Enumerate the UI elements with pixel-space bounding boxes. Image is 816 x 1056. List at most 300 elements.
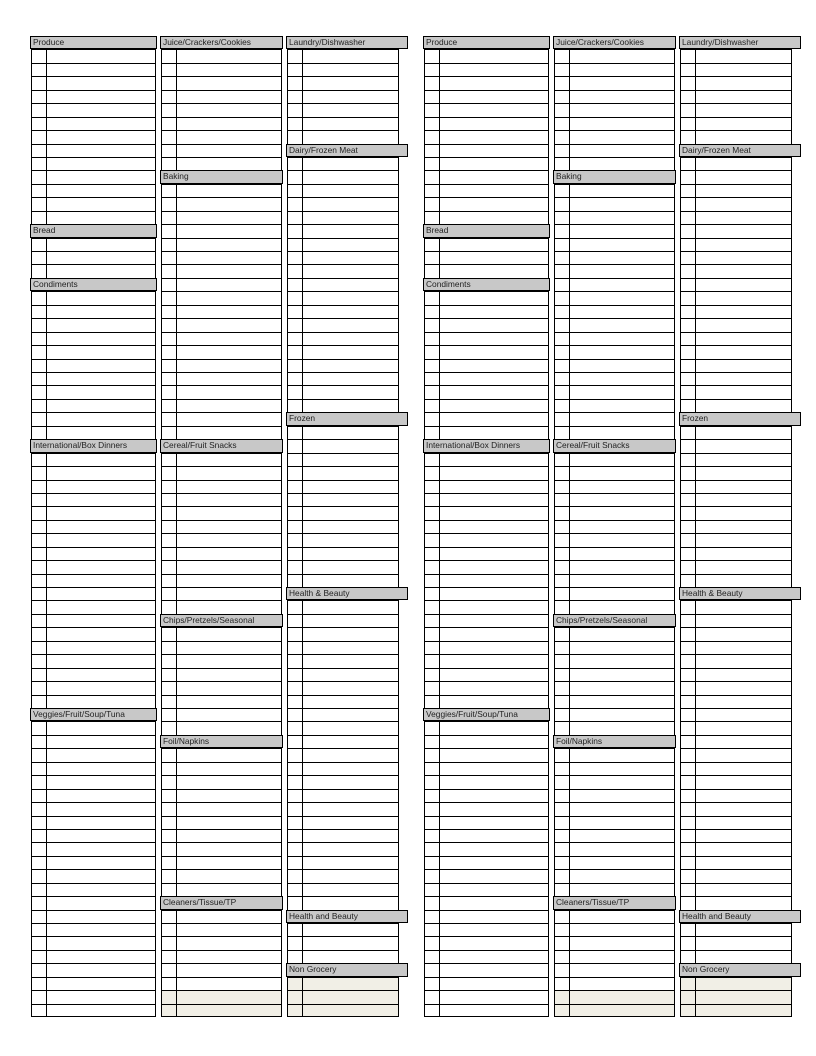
checkbox-cell[interactable]: [695, 951, 696, 963]
list-row[interactable]: [288, 600, 398, 613]
list-row[interactable]: [425, 426, 548, 439]
checkbox-cell[interactable]: [302, 790, 303, 802]
checkbox-cell[interactable]: [695, 548, 696, 560]
checkbox-cell[interactable]: [176, 830, 177, 842]
checkbox-cell[interactable]: [46, 870, 47, 882]
list-row[interactable]: [425, 480, 548, 493]
list-row[interactable]: [288, 117, 398, 130]
checkbox-cell[interactable]: [302, 991, 303, 1003]
checkbox-cell[interactable]: [176, 507, 177, 519]
list-row[interactable]: [32, 883, 155, 896]
list-row[interactable]: [32, 332, 155, 345]
checkbox-cell[interactable]: [695, 91, 696, 103]
list-row[interactable]: [555, 49, 674, 62]
list-row[interactable]: [555, 291, 674, 304]
checkbox-cell[interactable]: [695, 64, 696, 76]
checkbox-cell[interactable]: [695, 373, 696, 385]
list-row[interactable]: [555, 695, 674, 708]
checkbox-cell[interactable]: [46, 897, 47, 909]
checkbox-cell[interactable]: [569, 306, 570, 318]
checkbox-cell[interactable]: [176, 776, 177, 788]
list-row[interactable]: [32, 910, 155, 923]
list-row[interactable]: [555, 372, 674, 385]
list-row[interactable]: [425, 802, 548, 815]
list-row[interactable]: [681, 574, 791, 587]
checkbox-cell[interactable]: [695, 360, 696, 372]
checkbox-cell[interactable]: [695, 749, 696, 761]
list-row[interactable]: [32, 480, 155, 493]
list-row[interactable]: [32, 614, 155, 627]
list-row[interactable]: [288, 103, 398, 116]
list-row[interactable]: [555, 721, 674, 734]
checkbox-cell[interactable]: [695, 104, 696, 116]
checkbox-cell[interactable]: [46, 239, 47, 251]
checkbox-cell[interactable]: [439, 843, 440, 855]
checkbox-cell[interactable]: [176, 749, 177, 761]
checkbox-cell[interactable]: [569, 225, 570, 237]
checkbox-cell[interactable]: [176, 682, 177, 694]
checkbox-cell[interactable]: [439, 830, 440, 842]
checkbox-cell[interactable]: [46, 104, 47, 116]
checkbox-cell[interactable]: [439, 696, 440, 708]
list-row[interactable]: [555, 480, 674, 493]
list-row[interactable]: [425, 399, 548, 412]
checkbox-cell[interactable]: [176, 978, 177, 990]
list-row[interactable]: [162, 1004, 281, 1017]
checkbox-cell[interactable]: [439, 897, 440, 909]
checkbox-cell[interactable]: [46, 964, 47, 976]
checkbox-cell[interactable]: [695, 857, 696, 869]
list-row[interactable]: [288, 90, 398, 103]
checkbox-cell[interactable]: [569, 803, 570, 815]
list-row[interactable]: [425, 910, 548, 923]
list-row[interactable]: [425, 735, 548, 748]
list-row[interactable]: [288, 157, 398, 170]
list-row[interactable]: [555, 977, 674, 990]
checkbox-cell[interactable]: [302, 171, 303, 183]
checkbox-cell[interactable]: [569, 494, 570, 506]
list-row[interactable]: [162, 291, 281, 304]
checkbox-cell[interactable]: [695, 494, 696, 506]
list-row[interactable]: [555, 681, 674, 694]
list-row[interactable]: [288, 654, 398, 667]
checkbox-cell[interactable]: [569, 709, 570, 721]
list-row[interactable]: [681, 453, 791, 466]
checkbox-cell[interactable]: [695, 870, 696, 882]
checkbox-cell[interactable]: [695, 333, 696, 345]
list-row[interactable]: [288, 762, 398, 775]
checkbox-cell[interactable]: [569, 292, 570, 304]
list-row[interactable]: [162, 963, 281, 976]
list-row[interactable]: [162, 480, 281, 493]
checkbox-cell[interactable]: [302, 937, 303, 949]
checkbox-cell[interactable]: [695, 521, 696, 533]
list-row[interactable]: [162, 829, 281, 842]
checkbox-cell[interactable]: [695, 534, 696, 546]
checkbox-cell[interactable]: [439, 413, 440, 425]
list-row[interactable]: [425, 90, 548, 103]
list-row[interactable]: [681, 816, 791, 829]
list-row[interactable]: [32, 506, 155, 519]
checkbox-cell[interactable]: [302, 682, 303, 694]
list-row[interactable]: [555, 856, 674, 869]
list-row[interactable]: [425, 627, 548, 640]
list-row[interactable]: [162, 695, 281, 708]
checkbox-cell[interactable]: [439, 776, 440, 788]
list-row[interactable]: [681, 547, 791, 560]
checkbox-cell[interactable]: [176, 884, 177, 896]
checkbox-cell[interactable]: [695, 171, 696, 183]
list-row[interactable]: [681, 789, 791, 802]
checkbox-cell[interactable]: [439, 333, 440, 345]
checkbox-cell[interactable]: [46, 575, 47, 587]
checkbox-cell[interactable]: [439, 790, 440, 802]
list-row[interactable]: [288, 399, 398, 412]
list-row[interactable]: [162, 883, 281, 896]
list-row[interactable]: [288, 869, 398, 882]
list-row[interactable]: [288, 721, 398, 734]
checkbox-cell[interactable]: [439, 548, 440, 560]
checkbox-cell[interactable]: [176, 561, 177, 573]
list-row[interactable]: [162, 332, 281, 345]
list-row[interactable]: [162, 399, 281, 412]
list-row[interactable]: [555, 211, 674, 224]
list-row[interactable]: [425, 372, 548, 385]
list-row[interactable]: [425, 466, 548, 479]
checkbox-cell[interactable]: [176, 198, 177, 210]
checkbox-cell[interactable]: [46, 682, 47, 694]
checkbox-cell[interactable]: [302, 763, 303, 775]
list-row[interactable]: [425, 506, 548, 519]
checkbox-cell[interactable]: [176, 319, 177, 331]
list-row[interactable]: [32, 157, 155, 170]
checkbox-cell[interactable]: [302, 131, 303, 143]
list-row[interactable]: [555, 910, 674, 923]
list-row[interactable]: [555, 412, 674, 425]
list-row[interactable]: [288, 990, 398, 1003]
list-row[interactable]: [32, 238, 155, 251]
list-row[interactable]: [681, 695, 791, 708]
checkbox-cell[interactable]: [439, 628, 440, 640]
checkbox-cell[interactable]: [176, 360, 177, 372]
checkbox-cell[interactable]: [695, 131, 696, 143]
list-row[interactable]: [681, 49, 791, 62]
list-row[interactable]: [288, 264, 398, 277]
list-row[interactable]: [162, 197, 281, 210]
list-row[interactable]: [681, 130, 791, 143]
checkbox-cell[interactable]: [439, 373, 440, 385]
list-row[interactable]: [162, 184, 281, 197]
checkbox-cell[interactable]: [695, 709, 696, 721]
list-row[interactable]: [162, 856, 281, 869]
list-row[interactable]: [162, 923, 281, 936]
checkbox-cell[interactable]: [439, 521, 440, 533]
list-row[interactable]: [288, 385, 398, 398]
list-row[interactable]: [681, 708, 791, 721]
checkbox-cell[interactable]: [569, 198, 570, 210]
list-row[interactable]: [681, 493, 791, 506]
list-row[interactable]: [681, 305, 791, 318]
checkbox-cell[interactable]: [439, 736, 440, 748]
list-row[interactable]: [425, 332, 548, 345]
checkbox-cell[interactable]: [439, 507, 440, 519]
checkbox-cell[interactable]: [439, 615, 440, 627]
list-row[interactable]: [32, 117, 155, 130]
list-row[interactable]: [32, 264, 155, 277]
list-row[interactable]: [681, 506, 791, 519]
list-row[interactable]: [681, 399, 791, 412]
list-row[interactable]: [425, 950, 548, 963]
checkbox-cell[interactable]: [439, 306, 440, 318]
list-row[interactable]: [162, 466, 281, 479]
list-row[interactable]: [555, 936, 674, 949]
list-row[interactable]: [555, 90, 674, 103]
list-row[interactable]: [681, 251, 791, 264]
list-row[interactable]: [681, 103, 791, 116]
checkbox-cell[interactable]: [569, 601, 570, 613]
list-row[interactable]: [32, 802, 155, 815]
checkbox-cell[interactable]: [46, 118, 47, 130]
checkbox-cell[interactable]: [302, 292, 303, 304]
list-row[interactable]: [32, 600, 155, 613]
list-row[interactable]: [555, 426, 674, 439]
list-row[interactable]: [288, 560, 398, 573]
list-row[interactable]: [288, 506, 398, 519]
checkbox-cell[interactable]: [302, 669, 303, 681]
list-row[interactable]: [425, 547, 548, 560]
checkbox-cell[interactable]: [439, 131, 440, 143]
list-row[interactable]: [425, 560, 548, 573]
checkbox-cell[interactable]: [46, 534, 47, 546]
checkbox-cell[interactable]: [176, 131, 177, 143]
checkbox-cell[interactable]: [302, 736, 303, 748]
checkbox-cell[interactable]: [439, 252, 440, 264]
list-row[interactable]: [555, 345, 674, 358]
list-row[interactable]: [681, 829, 791, 842]
checkbox-cell[interactable]: [695, 615, 696, 627]
checkbox-cell[interactable]: [569, 991, 570, 1003]
list-row[interactable]: [425, 493, 548, 506]
list-row[interactable]: [162, 950, 281, 963]
checkbox-cell[interactable]: [695, 212, 696, 224]
checkbox-cell[interactable]: [302, 601, 303, 613]
checkbox-cell[interactable]: [569, 50, 570, 62]
checkbox-cell[interactable]: [176, 77, 177, 89]
list-row[interactable]: [555, 76, 674, 89]
checkbox-cell[interactable]: [569, 978, 570, 990]
checkbox-cell[interactable]: [569, 857, 570, 869]
checkbox-cell[interactable]: [439, 292, 440, 304]
list-row[interactable]: [681, 950, 791, 963]
checkbox-cell[interactable]: [569, 427, 570, 439]
checkbox-cell[interactable]: [46, 319, 47, 331]
list-row[interactable]: [32, 184, 155, 197]
list-row[interactable]: [32, 90, 155, 103]
list-row[interactable]: [288, 211, 398, 224]
checkbox-cell[interactable]: [569, 628, 570, 640]
checkbox-cell[interactable]: [46, 763, 47, 775]
list-row[interactable]: [162, 412, 281, 425]
list-row[interactable]: [162, 990, 281, 1003]
list-row[interactable]: [681, 372, 791, 385]
checkbox-cell[interactable]: [46, 615, 47, 627]
checkbox-cell[interactable]: [176, 655, 177, 667]
checkbox-cell[interactable]: [569, 534, 570, 546]
checkbox-cell[interactable]: [302, 50, 303, 62]
list-row[interactable]: [32, 977, 155, 990]
checkbox-cell[interactable]: [302, 77, 303, 89]
list-row[interactable]: [425, 345, 548, 358]
list-row[interactable]: [32, 197, 155, 210]
list-row[interactable]: [681, 63, 791, 76]
checkbox-cell[interactable]: [46, 91, 47, 103]
checkbox-cell[interactable]: [569, 467, 570, 479]
list-row[interactable]: [555, 197, 674, 210]
checkbox-cell[interactable]: [46, 830, 47, 842]
list-row[interactable]: [425, 184, 548, 197]
list-row[interactable]: [681, 842, 791, 855]
list-row[interactable]: [288, 197, 398, 210]
list-row[interactable]: [425, 533, 548, 546]
checkbox-cell[interactable]: [695, 776, 696, 788]
checkbox-cell[interactable]: [439, 185, 440, 197]
checkbox-cell[interactable]: [439, 104, 440, 116]
list-row[interactable]: [425, 238, 548, 251]
list-row[interactable]: [555, 359, 674, 372]
checkbox-cell[interactable]: [46, 171, 47, 183]
checkbox-cell[interactable]: [46, 803, 47, 815]
list-row[interactable]: [32, 627, 155, 640]
checkbox-cell[interactable]: [302, 306, 303, 318]
checkbox-cell[interactable]: [439, 911, 440, 923]
list-row[interactable]: [681, 856, 791, 869]
checkbox-cell[interactable]: [176, 91, 177, 103]
list-row[interactable]: [32, 950, 155, 963]
list-row[interactable]: [681, 748, 791, 761]
checkbox-cell[interactable]: [569, 212, 570, 224]
checkbox-cell[interactable]: [176, 400, 177, 412]
list-row[interactable]: [288, 63, 398, 76]
list-row[interactable]: [425, 63, 548, 76]
checkbox-cell[interactable]: [46, 749, 47, 761]
list-row[interactable]: [32, 654, 155, 667]
list-row[interactable]: [32, 144, 155, 157]
list-row[interactable]: [425, 103, 548, 116]
list-row[interactable]: [32, 789, 155, 802]
checkbox-cell[interactable]: [176, 521, 177, 533]
list-row[interactable]: [555, 1004, 674, 1017]
list-row[interactable]: [288, 493, 398, 506]
list-row[interactable]: [288, 641, 398, 654]
list-row[interactable]: [681, 90, 791, 103]
checkbox-cell[interactable]: [46, 669, 47, 681]
list-row[interactable]: [162, 385, 281, 398]
checkbox-cell[interactable]: [439, 561, 440, 573]
list-row[interactable]: [162, 63, 281, 76]
list-row[interactable]: [288, 251, 398, 264]
checkbox-cell[interactable]: [176, 212, 177, 224]
checkbox-cell[interactable]: [569, 682, 570, 694]
checkbox-cell[interactable]: [439, 145, 440, 157]
checkbox-cell[interactable]: [569, 91, 570, 103]
checkbox-cell[interactable]: [46, 198, 47, 210]
checkbox-cell[interactable]: [176, 373, 177, 385]
checkbox-cell[interactable]: [302, 615, 303, 627]
checkbox-cell[interactable]: [302, 548, 303, 560]
list-row[interactable]: [162, 748, 281, 761]
list-row[interactable]: [555, 385, 674, 398]
checkbox-cell[interactable]: [302, 64, 303, 76]
list-row[interactable]: [681, 681, 791, 694]
checkbox-cell[interactable]: [439, 481, 440, 493]
list-row[interactable]: [425, 816, 548, 829]
checkbox-cell[interactable]: [302, 118, 303, 130]
checkbox-cell[interactable]: [302, 225, 303, 237]
checkbox-cell[interactable]: [302, 265, 303, 277]
list-row[interactable]: [162, 76, 281, 89]
checkbox-cell[interactable]: [569, 145, 570, 157]
checkbox-cell[interactable]: [176, 145, 177, 157]
list-row[interactable]: [555, 600, 674, 613]
checkbox-cell[interactable]: [695, 239, 696, 251]
list-row[interactable]: [288, 748, 398, 761]
list-row[interactable]: [425, 721, 548, 734]
list-row[interactable]: [288, 950, 398, 963]
checkbox-cell[interactable]: [46, 924, 47, 936]
checkbox-cell[interactable]: [439, 951, 440, 963]
checkbox-cell[interactable]: [176, 292, 177, 304]
list-row[interactable]: [162, 493, 281, 506]
list-row[interactable]: [32, 869, 155, 882]
list-row[interactable]: [288, 170, 398, 183]
list-row[interactable]: [32, 560, 155, 573]
list-row[interactable]: [288, 224, 398, 237]
checkbox-cell[interactable]: [176, 427, 177, 439]
list-row[interactable]: [32, 399, 155, 412]
checkbox-cell[interactable]: [695, 292, 696, 304]
list-row[interactable]: [32, 842, 155, 855]
list-row[interactable]: [681, 560, 791, 573]
list-row[interactable]: [32, 936, 155, 949]
list-row[interactable]: [32, 305, 155, 318]
checkbox-cell[interactable]: [46, 494, 47, 506]
checkbox-cell[interactable]: [439, 400, 440, 412]
list-row[interactable]: [162, 506, 281, 519]
list-row[interactable]: [555, 802, 674, 815]
list-row[interactable]: [32, 533, 155, 546]
list-row[interactable]: [555, 117, 674, 130]
list-row[interactable]: [288, 76, 398, 89]
list-row[interactable]: [425, 668, 548, 681]
checkbox-cell[interactable]: [695, 400, 696, 412]
checkbox-cell[interactable]: [439, 91, 440, 103]
list-row[interactable]: [32, 359, 155, 372]
list-row[interactable]: [288, 681, 398, 694]
list-row[interactable]: [681, 359, 791, 372]
list-row[interactable]: [288, 735, 398, 748]
list-row[interactable]: [425, 453, 548, 466]
list-row[interactable]: [555, 668, 674, 681]
list-row[interactable]: [681, 197, 791, 210]
list-row[interactable]: [162, 668, 281, 681]
checkbox-cell[interactable]: [569, 548, 570, 560]
checkbox-cell[interactable]: [302, 628, 303, 640]
list-row[interactable]: [32, 856, 155, 869]
checkbox-cell[interactable]: [695, 306, 696, 318]
list-row[interactable]: [681, 466, 791, 479]
list-row[interactable]: [425, 76, 548, 89]
list-row[interactable]: [162, 641, 281, 654]
